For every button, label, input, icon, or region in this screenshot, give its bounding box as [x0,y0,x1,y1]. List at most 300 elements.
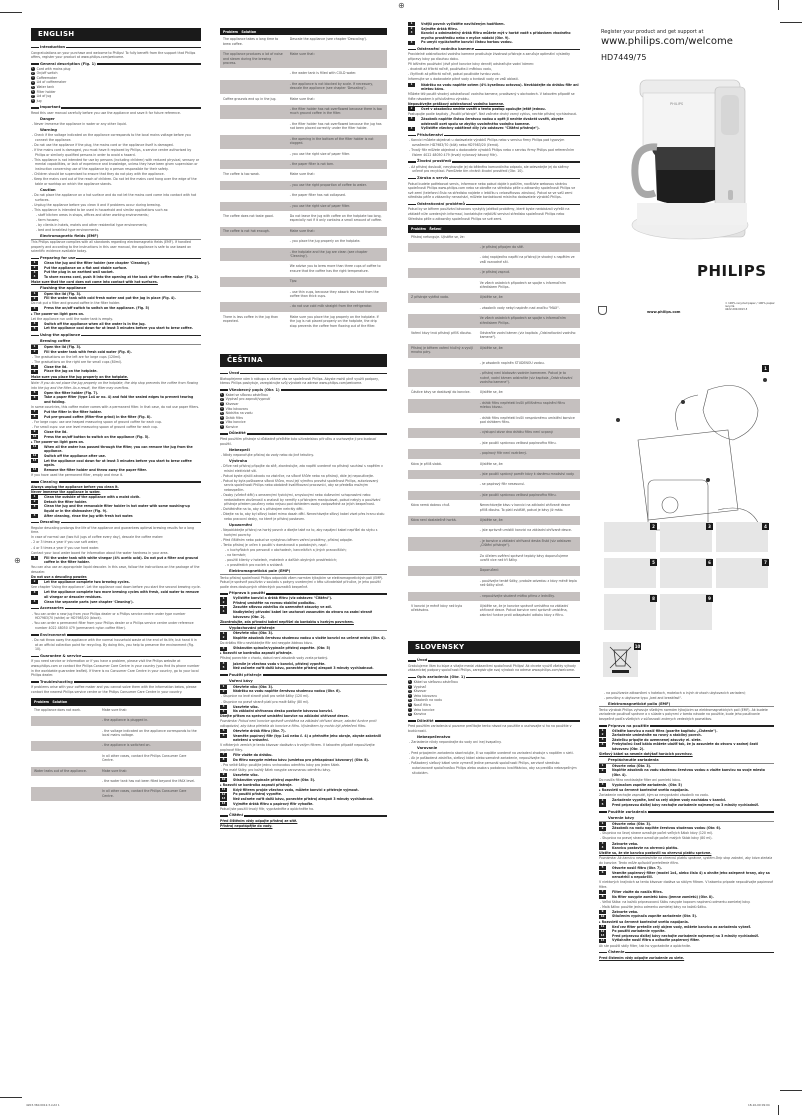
table-row: Káva není dostatečně horká. Ujistěte se, že: [408,516,580,526]
step: 4 Jakmile je všechna voda v konvici, přístroj vypněte. [220,662,387,667]
step: 3 Uzavřete víko. [220,705,387,710]
figure-7 [716,558,768,588]
paragraph: Tento přístroj společnosti Philips odpovídá všem normám týkajícím se elektromagnetických polí (EMP). Pokud je správně používán v souladu s pokyny uvedenými v této uživatelské příručce, je jeho použití podle dnes dostupných vědeckých poznatků bezpečné. [220,575,384,589]
subheading: Electromagnetic fields (EMF) [31,234,201,240]
subheading: Nebezpečí [229,447,250,452]
paragraph: If you have used the permanent filter, empty and rinse it. [31,472,123,477]
step: 3 Zásobník naplňte čistou čerstvou vodou a opět ji nechte dvakrát uvařit, abyste odstranili ocet spolu se zbytky uvolněného vodního kamene. [408,117,580,126]
note: Dbejte přitom na správné umístění konvice na základní ohřívané desce. [220,714,349,719]
step: 6 Take a paper filter (type 1x4 or no. 4) and fold the sealed edges to prevent tearing and folding. [31,395,201,404]
list-item: 3 Kávovar [409,689,427,694]
step: 4 Place the jug on the hotplate. [31,369,201,374]
bullet: - Never immerse the appliance in water or any other liquid. [32,122,127,127]
welcome-url[interactable]: www.philips.com/welcome [601,35,733,47]
table-row: - the voltage indicated on the appliance corresponds to the local mains voltage. [31,726,201,741]
bullet: - The graduations on the right are for small cups (80ml). [32,359,122,364]
figure-number: 8 [650,595,657,602]
table-row: Přístroj nefunguje. Ujistěte se, že: [408,233,580,243]
step: 13 Pred prípravou ďalšej kávy nechajte zariadenie najmenej na 3 minúty vychladnúť. [600,933,760,938]
table-row: - držák filtru nepřetekl kvůli přílišnému naplnění filtru mletou kávou. [408,398,580,413]
step: 4 Zariadenie vypnite, keď sa celý objem vody nachádza v kanvici. [599,798,774,803]
step: 2 Fill the water tank with fresh cold water (Fig. 6). [31,350,201,355]
figure-number: 3 [706,523,713,530]
note: Před čištěním vždy odpojte přístroj ze sítě. [220,818,298,823]
step: 10 Stlačením vypínača zapnite zariadenie (Obr. 5). [600,914,698,919]
bullet: - Veľká šálka: na každú pripravovanú šálku nasypte kopcom naplnenú odmerku zomletej kávy. [600,899,751,904]
table-row: - the paper filter is not torn. [220,159,387,169]
step: 2 Let the appliance complete two brewing cycles. [31,580,201,585]
step: 5 Open the filter holder (Fig. 7). [31,391,201,396]
table-row: Tips: [220,277,387,287]
bullet: - Až přístroj doslouží, nevyhazujte jej do běžného komunálního odpadu, ale odevzdejte jej do sběrny určené pro recyklaci. Pomůžete tím chránit životní prostředí (Obr. 10). [409,164,569,174]
registration-mark-icon: ⊕ [14,556,21,565]
table-row: - jste použili správnou velikost papírového filtru. [408,438,580,448]
bullet: - Stupnice na levé straně platí pro velké šálky (120 ml). [221,694,310,699]
step: 6 Vezmite papierový filter (model 1x4, alebo číslo 4) a ohnite jeho zalepené hrany, aby sa neroztrhli a nepokrčili. [599,871,774,880]
note: Sieťový kábel sa nesmie dotýkať horúcich povrchov. [599,752,693,757]
table-row: Vaření kávy trvá přístroji příliš dlouho. Odstraňte vodní kámen (viz kapitola „Odstraňování vodního kamene"). [408,329,580,344]
note: Zkontrolujte, zda přívodní kabel nepřišel do kontaktu s horkým povrchem. [220,619,354,624]
column-3 [408,22,580,776]
english-column [31,28,201,802]
section-heading: Úvod [220,371,387,376]
bullet: - Do not use the appliance if the plug, the mains cord or the appliance itself is damaged. [32,143,174,147]
bullet: - Nikdy neponořujte přístroj do vody nebo do jiné tekutiny. [221,452,314,457]
step: 2 Sejměte držák filtru. [408,27,580,32]
result: ▸ The power-on light goes on. [31,439,85,444]
step: 3 Close the lid. [31,365,201,370]
step: 2 Fill the water tank with cold fresh water and put the jug in place (Fig. 4). [31,296,201,301]
table-row: Za účelem ověření správné teploty kávy doporučujeme uvařit více než tři šálky. [408,551,580,566]
paragraph: Informujte se u dodavatele pitné vody o tvrdosti vody ve vaší oblasti. [408,77,519,82]
table-row: - the opening in the bottom of the filter holder is not clogged. [220,134,387,149]
bullet: - bed and breakfast type environments. [36,228,100,233]
subheading: Vaření kávy [220,679,387,685]
section-heading: Úvod [408,658,580,663]
paragraph: See chapter 'Using the appliance'. Let the appliance cool down before you start the second brewing cycle. [31,585,201,590]
step: 3 Press the on/off switch to switch on the appliance. (Fig. 5) [31,306,201,311]
paragraph: V niektorých krajinách sa tento kávovar dodáva so stálym filtrom. V takomto prípade nepoužívajte papierové filtre. [599,880,774,889]
table-row: In all other cases, contact the Philips Consumer Care Centre. [31,787,201,802]
note: Do not put a filter and ground coffee in the filter holder. [31,301,120,306]
note: Always unplug the appliance before you clean it. [31,485,119,489]
table-row: - je zásobník naplněn STUDENOU vodou. [408,358,580,368]
section-heading: Preparing for use [31,256,201,261]
step: 4 Nadbytečný přívodní kabel lze uschovat zasunutím do otvoru na zadní straně kávovaru (Obr. 2). [220,610,387,619]
philips-website[interactable]: www.philips.com [647,310,681,314]
section-heading: Príprava na použitie [599,724,774,729]
bullet: - na farmách; [225,553,247,558]
step: 1 Otvorte veko (Obr. 3). [599,822,774,827]
paragraph: Pokud by se během používání kávovaru vyskytly jakékoli problémy, které byste nedokázali vyřešit na základě níže uvedených informací, kontaktujte nejbližší servisní středisko společnosti Philips nebo Středisko péče o zákazníky společnosti Philips ve své zemi. [408,207,570,221]
table-row: Z přístroje vytéká voda. Ujistěte se, že: [408,293,580,303]
bullet: - staff kitchen areas in shops, offices and other working environments; [36,212,149,217]
table-row: - use thin cups, because they absorb less heat from the coffee than thick cups. [220,287,387,302]
paragraph: Blahopřejeme vám k nákupu a vítáme vás ve společnosti Philips. Abyste mohli plně využít podpory, kterou Philips poskytuje, zaregistrujte svůj výrobek na adrese www.philips.com/welcome. [220,376,380,386]
table-row: - je přístroj připojen do sítě. [408,243,580,253]
troubleshooting-table [31,698,201,802]
table-row: Ve všech ostatních případech se spojte s informačním střediskem Philips. [408,314,580,329]
table-row: - the water tank has not been filled beyond the MAX level. [31,777,201,787]
list-item: 5 Nádržka na vodu [221,411,253,416]
subheading: Danger [40,117,55,122]
list-item: 4 Veko kávovaru [409,693,437,698]
paragraph: You can also use an appropriate liquid descaler. In this case, follow the instructions on the package of the descaler. [31,565,200,574]
section-heading: Odstraňování problémů [408,202,580,207]
step: 9 Zatvorte veko. [599,910,774,915]
bullet: - Do not throw away the appliance with the normal household waste at the end of its life, but hand it in at an official collection point for recycling. By doing this, you help to preserve the environment (Fig. 10). [32,638,197,652]
step: 3 Zasuňte síťovou zástrčku do uzemněné zásuvky ve zdi. [220,605,387,610]
bullet: - Konvici můžete objednat u dodavatele výrobků Philips nebo v servisu firmy Philips pod typovým označením HD7983/70 (bílá) nebo HD7983/20 (černá). [409,138,565,148]
bullet: - Osoby (včetně dětí) s omezenými fyzickými, smyslovými nebo duševními schopnostmi nebo nedostatkem zkušeností a znalostí by neměly s přístrojem manipulovat, pokud nebyly o používání přístroje předem poučeny nebo nejsou pod dohledem osoby zodpovědné za jejich bezpečnost. [221,493,381,507]
paragraph: V některých zemích je tento kávovar dodáván s trvalým filtrem. V takovém případě nepoužívejte papírové filtry. [220,743,375,752]
step: 7 Put the filter in the filter holder. [31,410,201,415]
section-heading: Cleaning [31,480,201,485]
list-item: 8 Kanvica [409,712,427,717]
section-heading: Odstranění vodního kamene [408,47,580,52]
table-row: Káva nemá dobrou chuť. Nenechávejte kávu v konvici na základní ohřívané desce příliš dlouho. To platí zvláště, pokud je kávy již málo. [408,501,580,516]
bullet: - 4 or 5 times a year if you use hard water. [31,545,100,550]
step: 8 Na filter nasypte zomletú kávu (jemne zomletú) (Obr. 8). [599,895,774,900]
step: 1 Clean the outside of the appliance with a moist cloth. [31,495,201,500]
table-row: Káva je příliš slabá. Ujistěte se, že: [408,459,580,469]
bullet: - penzióny a ubytovne typu „bed and breakfast". [604,695,682,700]
step: 3 Zástrčku pripojte do uzemnenej zásuvky el. siete. [599,738,774,743]
step: 4 Clean the separate parts (see chapter 'Cleaning'). [31,600,201,605]
step: 6 Vezměte papírový filtr (typ 1x4 nebo č. 4) a přehněte jeho okraje, abyste zabránili natržení a vrásnění. [220,734,387,743]
bullet: - Dbejte na to, aby byl síťový kabel mimo dosah dětí. Nenechávejte síťový kabel viset přes hranu stolu nebo pracovní desky, na které je přístroj postaven. [221,512,385,521]
step: 13 Let the appliance cool down for at least 3 minutes before you start to brew coffee again. [32,458,192,468]
table-row: The appliance produces a lot of noise and steam during the brewing process. Make sure that: [220,50,387,69]
list-item: 7 Víko konvice [221,420,246,425]
footer-timestamp: 18-10-09 09:04 [748,1103,770,1107]
table-row: The coffee is too weak. Make sure that: [220,170,387,180]
paragraph: Před použitím přístroje si důkladně přečtěte tuto uživatelskou příručku a uschovejte ji pro budoucí použití. [220,436,377,446]
table-row: - papírový filtr není roztržený. [408,449,580,459]
bullet: - Do not place the appliance on a hot surface and do not let the mains cord come into contact with hot surfaces. [32,192,197,202]
figure-4 [716,522,768,552]
section-heading: Čištění [220,813,387,818]
paragraph: Pred použitím zariadenia si pozorne prečítajte tento návod na použitie a uschovajte si ho na použitie v budúcnosti. [408,724,572,733]
list-item: 3 Kávovar [221,401,239,406]
bullet: - v kuchyňkách pro personál v obchodech, kancelářích a jiných pracovištích; [225,548,347,553]
note: Přístroj nepotápějte do vody. [220,823,273,828]
step: 11 Keď cez filter pretečie celý objem vody, môžete kanvicu zo zariadenia vybrať. [600,924,752,929]
table-row: - přístroj není blokován vodním kamenem. Pokud je to nutné, vodní kámen odstraňte (viz kapitola „Odstraňování vodního kamene"). [408,369,580,388]
note: Do držáku filtru nevkládejte filtr ani nesypte žádnou kávu. [220,641,313,646]
step: 14 Remove the filter holder and throw away the paper filter. [32,467,147,472]
table-row: The appliance does not work. Make sure that: [31,706,201,716]
note: Make sure that the cord does not come into contact with hot surfaces. [31,279,158,284]
bullet: - Keep the mains cord out of the reach of children. Do not let the mains cord hang over the edge of the table or worktop on which the appliance stands. [32,177,197,186]
step: 2 Detach the filter holder. [31,500,201,505]
footer-file-name: 4203.360.0012.3.indd 1 [26,1103,60,1107]
section-heading: Opis zariadenia (Obr. 1) [408,675,580,680]
svg-text:PHILIPS: PHILIPS [670,102,684,106]
table-row: - je přístroj zapnut. [408,268,580,278]
table-row: The coffee is not hot enough. Make sure that: [220,226,387,236]
step: 1 Vnější povrch vyčistěte navlhčeným hadříkem. [408,22,580,27]
paragraph: If problems arise with your coffee maker and you cannot solve them with the information below, please contact the nearest Philips service centre or the Philips Consumer Care Centre in your country. [31,685,197,694]
note: Make sure you place the jug properly on the hotplate. [31,374,129,379]
table-row: - do not use cold milk straight from the refrigerator. [220,302,387,312]
step: 10 Press the on/off button to switch on the appliance (Fig. 5). [32,434,150,439]
list-item: 8 Jug [32,98,42,103]
step: 8 Put pre-ground coffee (filter-fine grind) in the filter (Fig. 8). [31,415,201,420]
step: 7 Filtr vložte do držáku. [220,753,387,758]
note: Nepoužívejte práškový odstraňovač vodního kamene. [408,101,505,106]
step: 2 Naplňte zásobník čerstvou studenou vodou a vložte konvici na určené místo (Obr. 4). [220,636,387,641]
figure-number: 6 [706,559,713,566]
bullet: - 2 or 3 times a year if you use soft water; [31,540,99,545]
philips-shield-icon [598,306,607,315]
paragraph: Regular descaling prolongs the life of the appliance and guarantees optimal brewing results for a long time. [31,525,195,535]
step: 3 Konvici a odnímatelný držák filtru můžete mýt v horké vodě s přídavkem vhodného mycího prostředku nebo v myčce nádobí (Obr. 9). [408,31,580,40]
table-row: - the paper filter has not collapsed. [220,191,387,201]
table-row: - jste správně umístili konvici na základní ohřívané desce. [408,526,580,536]
section-heading: Environment [31,633,201,638]
table-row: - je konvice a základní ohřívaná deska čistá (viz odstavec „Čištění přístroje"). [408,536,580,551]
step: 9 Close the lid. [31,430,201,435]
paragraph: Let the appliance run until the water tank is empty. [31,316,113,321]
crop-mark [0,12,22,13]
step: 7 Filter vložte do nosiča filtra. [599,890,774,895]
paragraph: In some countries, this coffee maker comes with a permanent filter. In that case, do not use paper filters. [31,405,200,410]
step: 13 Než začnete vařit další kávu, ponechte přístroj alespoň 3 minuty vychladnout. [221,796,374,801]
bullet: - Pro velké šálky: použijte jednu vrchovatou odměrku kávy pro jeden šálek. [221,762,341,767]
note: Poznámka: Pokud není konvice správně umístěna na základní ohřívací desce, zabrání funkce proti odkapávání, aby káva přetekla do konvice a filtru. Výsledkem by mohlo být přetečení filtru. [220,719,377,729]
step: 11 When all the water has passed through the filter, you can remove the jug from the appliance. [32,444,193,454]
registration-mark-icon: ⊕ [398,1,405,10]
list-item: 7 Lid of jug [32,94,52,99]
list-item: 2 On/off switch [32,71,58,76]
list-item: 5 Zásobník na vodu [409,698,442,703]
section-heading: Všeobecný popis (Obr. 1) [220,388,387,393]
table-row: Ve všech ostatních případech se spojte s informačním střediskem Philips. [408,278,580,293]
table-row: There is less coffee in the jug than expected. Make sure you place the jug properly on the hotplate. If the jug is not placed properly on the hotplate, the drip stop prevents the coffee from flowing out of the filter. [220,312,387,331]
step: 14 Vyjměte držák filtru a papírový filtr vyhoďte. [221,801,314,806]
language-header-english: ENGLISH [31,28,201,41]
bullet: - v prostředích pro nocleh a snídaně. [225,563,284,568]
slovak-continued [599,690,774,961]
figure-number: 10 [634,644,641,649]
section-heading: Descaling [31,520,201,525]
bullet: - Children should be supervised to ensure that they do not play with the appliance. [32,172,165,177]
list-item: 2 Vypínač pro zapnutí/vypnutí [221,397,271,402]
paragraph: Congratulations on your purchase and welcome to Philips! To fully benefit from the support that Philips offers, register your product at www.philips.com/welcome. [31,50,196,60]
figure-number: 5 [650,559,657,566]
bullet: - Před čištěním nebo pokud se vyskytnou během vaření problémy, přístroj odpojte. [221,537,353,542]
figure-8 [604,594,656,630]
paragraph: Contact your local water board for information about the water hardness in your area. [31,550,169,555]
step: 2 Put the appliance on a flat and stable surface. [31,266,201,271]
bullet: - Ak je poškodená zástrčka, sieťový kábel alebo samotné zariadenie, nepoužívajte ho. [409,756,546,761]
bullet: - čtyřikrát až pětkrát ročně, pokud používáte tvrdou vodu. [408,72,501,77]
table-row: - you use the right size of paper filter. [220,201,387,211]
step: 1 Vyčistěte konvici a držák filtru (viz odstavec "Čištění"). [220,596,387,601]
table-row: - the hotplate and the jug are clean (see chapter 'Cleaning'). [220,247,387,262]
bullet: - For small cups: use one level measuring spoon of ground coffee for each cup. [32,424,159,429]
step: 4 To store excess cord, push it into the opening at the back of the coffee maker (Fig. 2). [31,275,201,280]
table-row: - the water tank is filled with COLD water. [220,69,387,79]
section-heading: Important [31,105,201,110]
subheading: Upozornění [229,523,253,528]
bullet: - by clients in hotels, motels and other residential type environments; [36,223,148,227]
result: ▸ Rozsvieti sa červené kontrolné svetlo napájania. [599,919,690,924]
bullet: - Malá šálka: použite jednu odmerku zomletej kávy na každú šálku. [600,904,707,909]
table-row: V konvici je méně kávy než bylo očekáváno. Ujistěte se, že je konvice správně umístěna na základní ohřívané desce. Pokud konvice není správně umístěna, zabrání funkce proti odkapávání odtoku kávy z filtru. [408,602,580,621]
table-row: We advise you to brew more than three cups of coffee to ensure that the coffee has the right temperature. [220,262,387,277]
table-row: - the appliance is not blocked by scale. If necessary, descale the appliance (see chapter 'Descaling'). [220,79,387,94]
bullet: - použití klienty v hotelech, motelech a dalších obytných prostředcích; [225,558,338,563]
result: ▸ Rozsvítí se kontrolka zapnutí přístroje. [220,782,293,787]
paragraph: Pravidelné odstraňování vodního kamene prodlužuje životnost přístroje a zaručuje optimální výsledky přípravy kávy po dlouhou dobu. [408,52,571,62]
table-row: - výstupní otvor dna držáku filtru není ucpaný. [408,428,580,438]
paragraph: Ak ste použili stály filter, tak ho vyprázdnite a opláchnite. [599,943,691,948]
result: ▸ The power-on light goes on. [31,311,85,316]
paragraph: Zariadenie nechajte zapnuté, kým sa nevyprázdni zásobník na vodu. [599,793,709,798]
list-item: 6 Držák filtru [221,415,244,420]
paragraph: Gratulujeme Vám ku kúpe a vitajte medzi zákazníkmi spoločnosti Philips! Ak chcete využiť všetky výhody zákazníckej podpory spoločnosti Philips, zaregistrujte svoj výrobok na adrese www.philips.com/welcome. [408,663,576,673]
note: Poznámka: Ak kanvicu neumiestnite na ohrevnú platňu správne, systém Drip stop zabráni, aby káva stekala do kanvice. Tento môže spôsobiť pretečenie filtra. [599,856,773,865]
paragraph: Postupujte podle kapitoly „Použití přístroje". Než začnete druhý varný cyklus, nechte přístroj vychladnout. [408,112,577,117]
section-heading: Životní prostředí [408,159,580,164]
step: 14 Vytiahnite nosič filtra a odhoďte papierový filter. [600,938,700,943]
figure-2 [604,522,656,552]
troubleshooting-table-continued [220,28,387,332]
step: 4 After cleaning, rinse the jug with fresh hot water. [31,514,201,519]
subheading: Varovanie [417,746,438,751]
step: 4 Po umytí vypláchněte konvici čistou horkou vodou. [408,40,580,45]
list-item: 1 Cord with mains plug [32,66,71,71]
note: Note: If you do not place the jug properly on the hotplate, the drip stop prevents the coffee from flowing into the jug and the filter. As a result, the filter may overflow. [31,381,199,390]
table-row: - you use the right proportion of coffee to water. [220,180,387,190]
table-row: - se papírový filtr nesesunul. [408,480,580,490]
bullet: - The graduations on the left are for large cups (120ml). [32,354,122,359]
table-row: The coffee does not taste good. Do not leave the jug with coffee on the hotplate too long, especially not if it only contains a small amount of coffee. [220,211,387,226]
figure-number: 7 [762,559,769,566]
subheading: Flushing the appliance [31,286,201,292]
bullet: - Nepokládejte přístroj na horký povrch a dbejte také na to, aby napájecí kabel nepřišel do styku s horkými povrchy. [221,528,378,537]
table-row: - the appliance is switched on. [31,741,201,751]
step: 5 Než začnete vařit další kávu, ponechte přístroj alespoň 3 minuty vychladnout. [220,666,387,671]
figure-6 [660,558,712,588]
step: 10 Stisknutím vypínače přístroj zapněte (Obr. 5). [221,777,316,782]
step: 4 Prebytočnú časť kábla môžete uložiť tak, že ju zasuniete do otvoru v zadnej časti kávovaru (Obr. 2). [599,742,774,751]
table-row: Water leaks out of the appliance. Make sure that: [31,766,201,776]
bullet: - Trvalý filtr můžete objednat u dodavatele výrobků Philips nebo v servisu firmy Philips pod referenčním číslem 4022 48050 479 (trvalý nylonový kávový filtr). [409,148,575,157]
step: 5 Let the appliance cool down for at least 3 minutes before you start to brew coffee. [31,326,201,331]
philips-logo: PHILIPS [697,262,767,280]
bullet: - Stupnica na pravej strane označuje počet malých šálok kávy (80 ml). [600,836,713,841]
step: 3 Zatvorte veko. [599,842,774,847]
result: ▸ Rozsvítí se kontrolka zapnutí přístroje. [220,651,293,656]
step: 3 Let the appliance complete two more brewing cycles with fresh, cold water to remove all vinegar or descaler residues. [31,590,201,599]
section-heading: Dôležité [408,719,580,724]
paragraph: Při běžném používání (dvě plné konvice kávy denně) odstraňujte vodní kámen: [408,62,535,67]
step: 1 Clean the jug and the filter holder (see chapter 'Cleaning'). [31,261,201,266]
table-header: Problem Solution [220,28,387,35]
step: 1 Nádržku na vodu naplňte octem (4% kyselinou octovou). Nevkládejte do držáku filtr ani mletou kávu. [408,83,580,92]
note: Never immerse the appliance in water. [31,490,101,495]
table-row: - the appliance is plugged in. [31,716,201,726]
section-heading: Guarantee & service [31,654,201,659]
table-row: - nepoužívejte studené mléko přímo z ledničky. [408,591,580,601]
step: 2 Zariadenie umiestnite na rovný a stabilný povrch. [599,733,774,738]
section-heading: Using the appliance [31,333,201,338]
bullet: - Zariadenie nikdy neponárajte do vody ani inej kvapaliny. [409,740,502,744]
recycled-paper-note: ♲ 100% recycled paper / 100% papier recyclé 4222.200.0013.3 [725,302,775,311]
step: 12 Po použití zariadenie vypnite. [600,929,666,934]
list-item: 4 Víko kávovaru [221,406,249,411]
paragraph: If you need service or information or if you have a problem, please visit the Philips website at www.philips.com or contact the Philips Consumer Care Centre in your country (you find its phone number in the worldwide guarantee leaflet). If there is no Consumer Care Centre in your country, go to your local Philips dealer. [31,659,200,678]
bullet: - Poškodený sieťový kábel smie vymeniť jedine personál spoločnosti Philips, servisné stredisko autorizované spoločnosťou Philips alebo osoba s podobnou kvalifikáciou, aby sa predišlo nebezpečným situáciám. [409,761,577,775]
section-heading: Introduction [31,45,201,50]
note: Do not use a descaling powder. [31,575,88,580]
paragraph: In case of normal use (two full jugs of coffee every day), descale the coffee maker: [31,535,164,540]
step: 4 Switch off the appliance when all the water is in the jug. [31,322,201,327]
bullet: - This appliance is intended to be used in household and similar applications such as: [32,207,169,212]
table-row: Částice kávy se dostávají do konvice. Ujistěte se, že: [408,388,580,398]
paragraph: Tento výrobok Philips vyhovuje všetkým normám týkajúcim sa elektromagnetických polí (EMF). Ak budete zariadenie používať správne a v súlade s pokynmi v tomto návode na použitie, bude jeho používanie bezpečné podľa všetkých v súčasnosti známych vedeckých poznatkov. [599,707,768,721]
bullet: - dvakrát až třikrát ročně, používáte-li měkkou vodu, [408,67,492,72]
table-row: - údaj napájecího napětí na přístroji je shodný s napětím ve vaší rozvodné síti. [408,253,580,268]
subheading: Vyplachování přístroje [220,626,387,632]
step: 4 Kanvicu postavte na ohrevnú platňu. [599,846,774,851]
step: 12 Po použití přístroj vypněte. [221,792,283,797]
step: 2 Přístroj umístěte na rovnou stabilní podložku. [220,601,387,606]
step: 2 Nádržku na vodu naplňte čerstvou studenou vodou (Obr. 6). [220,689,387,694]
step: 1 Open the lid (Fig. 3). [31,292,201,297]
bullet: - Stupnice na pravé straně platí pro malé šálky (80 ml). [221,699,310,704]
step: 1 Otvorte veko (Obr. 3). [599,764,774,769]
step: 1 Otevřete víko (Obr. 3). [220,631,387,636]
table-row: Doporučení: [408,566,580,576]
crop-mark [780,1090,802,1091]
table-row: - používejte tenké šálky, protože odvedou z kávy méně tepla než šálky silné. [408,576,580,591]
table-row: - the filter holder has not overflowed because there is too much ground coffee in the filter. [220,105,387,120]
table-row: - the filter holder has not overflowed because the jug has not been placed correctly under the filter holder. [220,119,387,134]
note: Pred čistením vždy odpojte zariadenie zo siete. [599,955,685,960]
bullet: - Stupnica na ľavej strane označuje počet veľkých šálok kávy (120 ml). [600,831,714,836]
section-heading: Použitie zariadenia [599,810,774,815]
table-row: - zásobník vody nebyl naplněn nad značku "MAX". [408,303,580,313]
column-2 [220,28,387,829]
step: 2 Naplňte zásobník na vodu studenou čerstvou vodou a vložte kanvicu na svoje miesto (Obr. 4). [599,768,774,777]
section-heading: Příprava k použití [220,591,387,596]
step: 3 Clean the jug and the removable filter holder in hot water with some washing-up liquid or in the dishwasher (Fig. 9). [31,504,201,513]
step: 1 Open the lid (Fig. 3). [31,345,201,350]
section-heading: Čistenie [599,950,774,955]
paragraph: Pokud budete potřebovat servis, informace nebo pokud dojde k potížím, navštivte webovou stránku společnosti Philips www.philips.com nebo se obraťte na středisko péče o zákazníky společnosti Philips ve své zemi (telefonní číslo na středisko najdete v letáčku s celosvětovou zárukou). Pokud se ve vaší zemi středisko péče o zákazníky nenachází, můžete kontaktovat místního dodavatele výrobků Philips. [408,181,576,200]
step: 1 Fill the water tank with white vinegar (4% acetic acid). Do not put a filter and ground coffee in the filter holder. [31,556,201,565]
table-row: - you place the jug properly on the hotplate. [220,237,387,247]
note: Do nosiča filtra nevkladajte filter ani pomletú kávu. [599,778,681,782]
bullet: - Check if the voltage indicated on the appliance corresponds to the local mains voltage before you connect the appliance. [32,133,191,142]
bullet: - Unplug the appliance before you clean it and if problems occur during brewing. [32,202,161,207]
step: 1 Očistite kanvicu a nosič filtra (pozrite kapitolu „Čistenie"). [599,729,774,734]
table-row: - jste použili správný poměr kávy k danému množství vody. [408,469,580,479]
bullet: - Pro malé šálky: pro každý šálek nasypte zarovnanou odměrku kávy. [221,767,331,772]
list-item: 2 Vypínač [409,684,427,689]
step: 11 Když filtrem projde všechna voda, můžete konvici z přístroje vyjmout. [221,787,359,792]
list-item: 1 Kabel se síťovou zástrčkou [221,392,268,397]
table-row: The appliance takes a long time to brew coffee. Descale the appliance (see chapter 'Descaling'). [220,35,387,49]
bullet: - Pokud by byla poškozena síťová šňůra, musí její výměnu provést společnost Philips, autorizovaný servis společnosti Philips nebo obdobně kvalifikovaní pracovníci, aby se předešlo možným nebezpečím. [221,478,379,492]
step: 4 Vyčistěte všechny oddělené díly (viz odstavec "Čištění přístroje"). [408,126,580,131]
bullet: - For large cups: use one heaped measuring spoon of ground coffee for each cup. [32,419,163,424]
step: 1 Otevřete víko (Obr. 3). [220,685,387,690]
